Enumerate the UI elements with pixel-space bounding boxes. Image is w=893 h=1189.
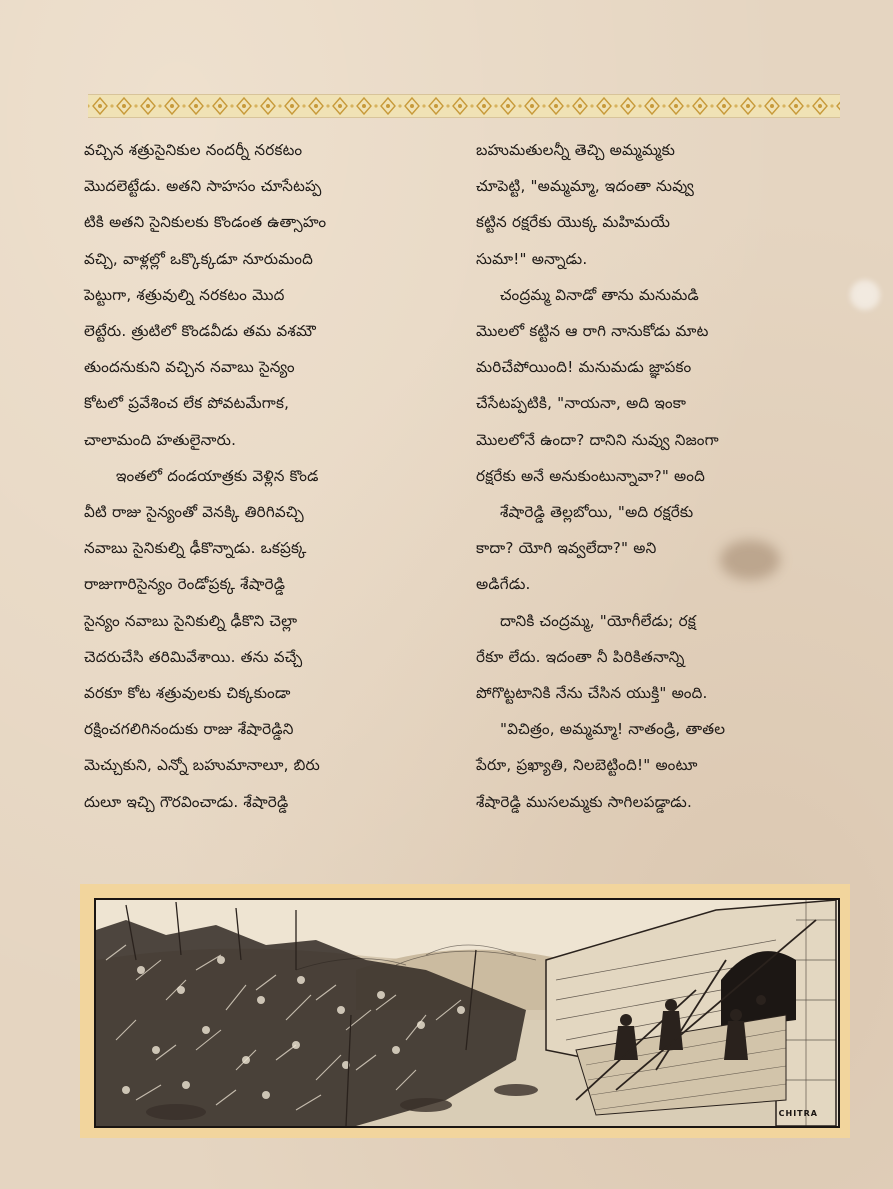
text-line: కట్టిన రక్షరేకు యొక్క మహిమయే <box>476 213 671 232</box>
text-line: చాలామంది హతులైనారు. <box>84 430 237 449</box>
illustration-frame <box>80 884 850 1138</box>
text-line: రక్షరేకు అనే అనుకుంటున్నావా?" అంది <box>476 466 706 485</box>
text-line: ఇంతలో దండయాత్రకు వెళ్లిన కొండ <box>116 466 319 485</box>
text-line: చెదరుచేసి తరిమివేశాయి. తను వచ్చే <box>84 647 303 666</box>
text-line: వచ్చిన శత్రుసైనికుల నందర్నీ నరకటం <box>84 141 303 159</box>
text-line: మెచ్చుకుని, ఎన్నో బహుమానాలూ, బిరు <box>84 756 321 775</box>
text-line: బహుమతులన్నీ తెచ్చి అమ్మమ్మకు <box>476 141 676 159</box>
paper-stain <box>850 280 880 310</box>
text-line: వచ్చి, వాళ్లల్లో ఒక్కొక్కడూ నూరుమంది <box>84 249 314 268</box>
text-line: దులూ ఇచ్చి గౌరవించాడు. శేషారెడ్డి <box>84 792 289 811</box>
paragraph <box>476 711 846 820</box>
text-line: మొదలెట్టేడు. అతని సాహసం చూసేటప్ప <box>84 177 322 196</box>
paragraph <box>476 132 846 277</box>
decorative-border <box>88 94 840 118</box>
text-line: మొలలో కట్టిన ఆ రాగి నానుకోడు మాట <box>476 322 709 341</box>
text-line: పెట్టుగా, శత్రువుల్ని నరకటం మొద <box>84 285 285 304</box>
battle-illustration <box>94 898 840 1128</box>
paragraph <box>84 458 454 820</box>
text-line: మొలలోనే ఉందా? దానిని నువ్వు నిజంగా <box>476 430 719 449</box>
text-line: లెట్టేరు. త్రుటిలో కొండవీడు తమ వశమౌ <box>84 322 316 341</box>
text-line: పేరూ, ప్రఖ్యాతి, నిలబెట్టింది!" అంటూ <box>476 756 698 775</box>
battle-scene-drawing <box>96 900 838 1126</box>
paragraph <box>476 277 846 494</box>
text-line: వీటి రాజు సైన్యంతో వెనక్కి తిరిగివచ్చి <box>84 503 304 522</box>
text-line: "విచిత్రం, అమ్మమ్మా! నాతండ్రి, తాతల <box>500 720 726 739</box>
paragraph <box>84 132 454 458</box>
text-line: కాదా? యోగి ఇవ్వలేదా?" అని <box>476 539 657 558</box>
text-line: వరకూ కోట శత్రువులకు చిక్కకుండా <box>84 684 291 703</box>
text-line: మరిచేపోయింది! మనుమడు జ్ఞాపకం <box>476 358 692 377</box>
paragraph <box>476 603 846 712</box>
text-line: చంద్రమ్మ వినాడో తాను మనుమడి <box>500 285 699 304</box>
text-line: దానికి చంద్రమ్మ, "యోగీలేడు; రక్ష <box>500 611 696 630</box>
text-line: కోటలో ప్రవేశించ లేక పోవటమేగాక, <box>84 394 290 413</box>
text-line: శేషారెడ్డి ముసలమ్మకు సాగిలపడ్డాడు. <box>476 792 692 811</box>
artist-signature: CHITRA <box>778 1109 818 1118</box>
text-line: తుందనుకుని వచ్చిన నవాబు సైన్యం <box>84 358 295 377</box>
text-line: రక్షించగలిగినందుకు రాజు శేషారెడ్డిని <box>84 720 294 739</box>
text-line: చూపెట్టి, "అమ్మమ్మా, ఇదంతా నువ్వు <box>476 177 695 196</box>
text-line: టికి అతని సైనికులకు కొండంత ఉత్సాహం <box>84 213 327 232</box>
text-line: శేషారెడ్డి తెల్లబోయి, "అది రక్షరేకు <box>500 503 694 522</box>
paragraph <box>476 494 846 603</box>
text-line: సైన్యం నవాబు సైనికుల్ని ఢీకొని చెల్లా <box>84 611 298 630</box>
text-line: నవాబు సైనికుల్ని ఢీకొన్నాడు. ఒకప్రక్క <box>84 539 307 558</box>
text-line: అడిగేడు. <box>476 575 531 594</box>
text-line: రేకూ లేదు. ఇదంతా నీ పిరికితనాన్ని <box>476 647 685 666</box>
text-line: పోగొట్టటానికి నేను చేసిన యుక్తి" అంది. <box>476 684 708 703</box>
text-column-right <box>476 132 846 820</box>
text-column-left <box>84 132 454 820</box>
text-line: రాజుగారిసైన్యం రెండోప్రక్క శేషారెడ్డి <box>84 575 286 594</box>
text-line: సుమా!" అన్నాడు. <box>476 249 588 268</box>
text-line: చేసేటప్పటికి, "నాయనా, అది ఇంకా <box>476 394 687 413</box>
